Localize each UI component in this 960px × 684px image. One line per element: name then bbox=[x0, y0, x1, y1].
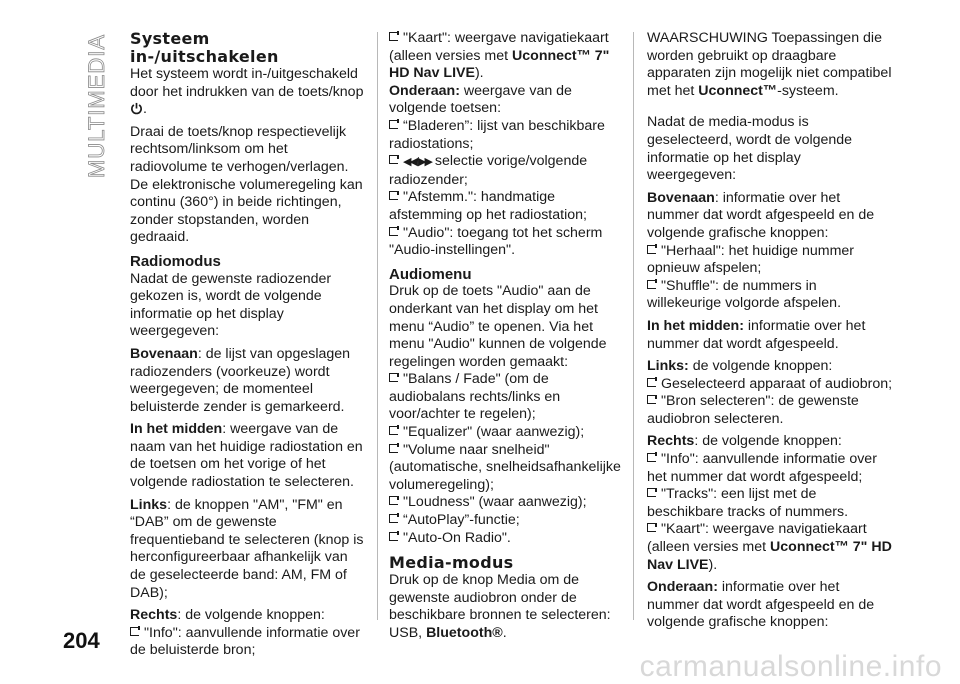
bullet-icon bbox=[389, 496, 398, 505]
list-item bbox=[647, 243, 893, 278]
paragraph-text: : de lijst van opgeslagen radiozenders (voorkeuze) wordt weergegeven; de momenteel beluisterde zender is gemarkeerd. bbox=[130, 345, 351, 415]
paragraph bbox=[647, 433, 893, 451]
paragraph-text: informatie over het nummer dat wordt afgespeeld en de volgende grafische knoppen: bbox=[647, 579, 875, 631]
list-item-text: "Volume naar snelheid" (automatische, snelheidsafhankelijke volumeregeling); bbox=[389, 441, 621, 493]
bullet-icon bbox=[647, 523, 656, 532]
bold-term: Bovenaan bbox=[130, 345, 198, 362]
list-item bbox=[647, 376, 893, 394]
paragraph bbox=[130, 66, 366, 119]
watermark: carmanualsonline.info bbox=[639, 650, 942, 683]
bullet-icon bbox=[130, 627, 139, 636]
section-heading: Media-modus bbox=[389, 553, 514, 573]
paragraph-text: -systeem. bbox=[777, 82, 839, 99]
paragraph-text: . bbox=[502, 625, 507, 641]
paragraph bbox=[647, 190, 893, 243]
paragraph bbox=[647, 579, 893, 632]
list-item-text: "Balans / Fade" (om de audiobalans rechts/links en voor/achter te regelen); bbox=[389, 371, 561, 423]
column-1 bbox=[130, 30, 366, 660]
paragraph-text: Het systeem wordt in-/uitgeschakeld door het indrukken van de toets/knop bbox=[130, 66, 364, 100]
list-item bbox=[647, 393, 893, 428]
prev-next-icon: ◀◀/ ▶▶ bbox=[403, 156, 431, 169]
page-number: 204 bbox=[63, 628, 100, 653]
paragraph bbox=[389, 572, 625, 642]
paragraph bbox=[647, 30, 893, 100]
bold-term: Uconnect™ 7" HD Nav LIVE bbox=[647, 539, 892, 573]
power-icon bbox=[130, 102, 143, 115]
paragraph-text: weergave van de volgende toetsen: bbox=[389, 82, 572, 117]
list-item-text: ). bbox=[474, 65, 484, 82]
list-item-text: ). bbox=[708, 556, 718, 573]
bullet-icon bbox=[647, 280, 656, 289]
list-item-text: "Bron selecteren": de gewenste audiobron selecteren. bbox=[647, 393, 859, 427]
paragraph-text: : weergave van de naam van het huidige radiostation en de toetsen om het vorige of het volgende radiostation te selecteren. bbox=[130, 421, 363, 491]
bullet-icon bbox=[389, 514, 398, 523]
paragraph-text: : informatie over het nummer dat wordt afgespeeld en de volgende grafische knoppen: bbox=[647, 189, 875, 241]
list-item-text: "Loudness" (waar aanwezig); bbox=[403, 494, 587, 511]
bullet-icon bbox=[389, 373, 398, 382]
list-item-text: "Tracks": een lijst met de beschikbare tracks of nummers. bbox=[647, 486, 849, 520]
list-item-text: “AutoPlay”-functie; bbox=[403, 512, 520, 529]
list-item-text: "Equalizer" (waar aanwezig); bbox=[403, 424, 585, 441]
list-item bbox=[389, 189, 625, 224]
list-item-text: "Info": aanvullende informatie over de beluisterde bron; bbox=[130, 624, 360, 659]
list-item bbox=[647, 278, 893, 313]
bullet-icon bbox=[389, 32, 398, 41]
bold-term: Bovenaan bbox=[647, 189, 715, 206]
paragraph bbox=[647, 358, 893, 376]
list-item-text: "Herhaal": het huidige nummer opnieuw afspelen; bbox=[647, 242, 855, 277]
bold-term: Onderaan: bbox=[647, 579, 718, 596]
bullet-icon bbox=[389, 444, 398, 453]
column-divider bbox=[633, 32, 634, 620]
bullet-icon bbox=[647, 453, 656, 462]
bold-term: In het midden: bbox=[647, 317, 744, 334]
column-divider bbox=[377, 32, 378, 620]
list-item-text: "Info": aanvullende informatie over het nummer dat wordt afgespeeld; bbox=[647, 451, 877, 485]
paragraph-text: de volgende knoppen: bbox=[688, 358, 833, 375]
section-side-label: MULTIMEDIA bbox=[84, 33, 109, 178]
bullet-icon bbox=[389, 155, 398, 164]
list-item bbox=[647, 486, 893, 521]
list-item bbox=[647, 451, 893, 486]
paragraph-text: . bbox=[143, 101, 147, 118]
section-heading: Systeem in-/uitschakelen bbox=[130, 29, 279, 66]
bold-term: Bluetooth® bbox=[426, 625, 503, 641]
list-item-text: "Shuffle": de nummers in willekeurige volgorde afspelen. bbox=[647, 277, 842, 312]
list-item bbox=[389, 153, 625, 189]
subsection-heading: Audiomenu bbox=[389, 265, 472, 283]
paragraph-text: informatie over het nummer dat wordt afgespeeld. bbox=[647, 317, 866, 352]
list-item-text: “Bladeren”: lijst van beschikbare radiostations; bbox=[389, 117, 605, 152]
list-item-text: selectie vorige/volgende radiozender; bbox=[389, 153, 588, 188]
list-item-text: Geselecteerd apparaat of audiobron; bbox=[661, 375, 893, 392]
paragraph: Draai de toets/knop respectievelijk rechtsom/linksom om het radiovolume te verhogen/verlagen. De elektronische volumeregeling kan continu (360°) in beide richtingen, zonder stopstanden, worden gedraaid. bbox=[130, 123, 363, 246]
list-item bbox=[389, 494, 625, 512]
bold-term: Uconnect™ 7" HD Nav LIVE bbox=[389, 47, 610, 82]
bold-term: Rechts bbox=[647, 433, 695, 450]
list-item-text: "Afstemm.": handmatige afstemming op het radiostation; bbox=[389, 189, 587, 223]
column-3 bbox=[647, 30, 893, 632]
list-item-text: "Kaart": weergave navigatiekaart (alleen versies met bbox=[647, 521, 867, 556]
bold-term: Uconnect™ bbox=[698, 82, 778, 99]
paragraph bbox=[647, 318, 893, 353]
paragraph bbox=[130, 346, 366, 416]
paragraph-text: Druk op de knop Media om de gewenste audiobron onder de beschikbare bronnen te selecteren: USB, bbox=[389, 572, 611, 641]
paragraph bbox=[130, 607, 366, 625]
list-item bbox=[389, 442, 625, 495]
list-item bbox=[389, 424, 625, 442]
paragraph: Nadat de gewenste radiozender gekozen is, wordt de volgende informatie op het display weergegeven: bbox=[130, 270, 332, 340]
paragraph-text: : de volgende knoppen: bbox=[694, 433, 842, 450]
paragraph: Nadat de media-modus is geselecteerd, wordt de volgende informatie op het display weergegeven: bbox=[647, 114, 853, 184]
list-item-text: "Kaart": weergave navigatiekaart (alleen versies met bbox=[389, 30, 609, 64]
bullet-icon bbox=[647, 395, 656, 404]
bullet-icon bbox=[389, 120, 398, 129]
list-item-text: "Auto-On Radio". bbox=[403, 529, 511, 546]
bullet-icon bbox=[389, 532, 398, 541]
bold-term: Rechts bbox=[130, 607, 178, 624]
bold-term: Onderaan: bbox=[389, 82, 460, 99]
bullet-icon bbox=[647, 245, 656, 254]
bold-term: Links bbox=[130, 496, 168, 513]
bullet-icon bbox=[389, 426, 398, 435]
list-item bbox=[389, 512, 625, 530]
list-item bbox=[389, 530, 625, 548]
paragraph-text: : de knoppen "AM", "FM" en “DAB” om de gewenste frequentieband te selecteren (knop is herconfigureerbaar afhankelijk van de geselecteerde band: AM, FM of DAB); bbox=[130, 496, 364, 601]
paragraph bbox=[389, 83, 625, 118]
paragraph bbox=[130, 421, 366, 491]
list-item-text: "Audio": toegang tot het scherm "Audio-instellingen". bbox=[389, 224, 603, 259]
list-item bbox=[389, 118, 625, 153]
bullet-icon bbox=[389, 191, 398, 200]
paragraph-text: : de volgende knoppen: bbox=[177, 607, 325, 624]
list-item bbox=[647, 521, 893, 574]
bullet-icon bbox=[647, 488, 656, 497]
column-2 bbox=[389, 30, 625, 643]
list-item bbox=[389, 225, 625, 260]
list-item bbox=[389, 371, 625, 424]
paragraph bbox=[130, 497, 366, 603]
bullet-icon bbox=[389, 227, 398, 236]
bold-term: Links: bbox=[647, 358, 689, 375]
list-item bbox=[389, 30, 625, 83]
bold-term: In het midden bbox=[130, 421, 223, 438]
paragraph-text: WAARSCHUWING Toepassingen die worden gebruikt op draagbare apparaten zijn mogelijk niet compatibel met het bbox=[647, 30, 892, 99]
paragraph: Druk op de toets "Audio" aan de onderkant van het display om het menu “Audio” te openen. Via het menu "Audio" kunnen de volgende regelingen worden gemaakt: bbox=[389, 283, 607, 370]
subsection-heading: Radiomodus bbox=[130, 252, 221, 270]
list-item bbox=[130, 625, 366, 660]
bullet-icon bbox=[647, 378, 656, 387]
